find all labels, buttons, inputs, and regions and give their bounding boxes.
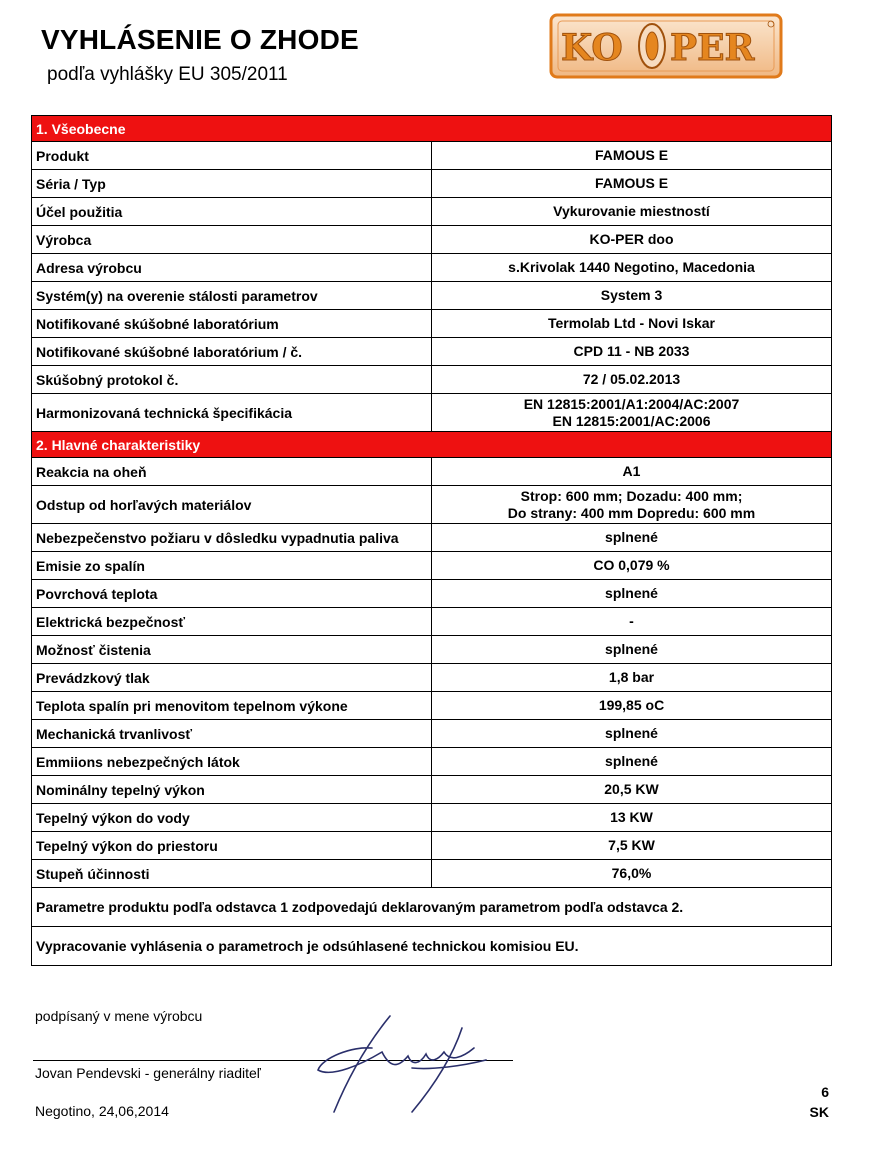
table-row: [32, 366, 832, 394]
row-value: [432, 664, 832, 692]
row-value-line: FAMOUS E: [594, 175, 669, 191]
row-value-line: Strop: 600 mm; Dozadu: 400 mm;: [520, 487, 743, 504]
svg-text:KO: KO: [561, 27, 623, 69]
table-row: [32, 170, 832, 198]
row-value: [432, 860, 832, 888]
table-row: [32, 142, 832, 170]
row-label: Tepelný výkon do vody: [32, 804, 432, 832]
section-header: [32, 116, 832, 142]
row-value: [432, 524, 832, 552]
table-row: [32, 338, 832, 366]
row-value: [432, 608, 832, 636]
row-value: [432, 254, 832, 282]
declaration-table: [31, 115, 832, 966]
row-label: Nebezpečenstvo požiaru v dôsledku vypadnutia paliva: [32, 524, 432, 552]
row-label: Mechanická trvanlivosť: [32, 720, 432, 748]
table-row: [32, 394, 832, 432]
row-value-line: splnené: [605, 585, 658, 601]
table-row: [32, 608, 832, 636]
row-value-line: splnené: [605, 641, 658, 657]
section-header: [32, 432, 832, 458]
row-value: [432, 580, 832, 608]
row-value-line: System 3: [600, 287, 663, 303]
row-value: [432, 692, 832, 720]
row-value-line: 199,85 oC: [598, 697, 665, 713]
handwritten-signature: [312, 1008, 492, 1120]
row-value: [432, 748, 832, 776]
row-value-line: EN 12815:2001/A1:2004/AC:2007: [523, 395, 740, 412]
row-label: Účel použitia: [32, 198, 432, 226]
signed-on-behalf-label: podpísaný v mene výrobcu: [35, 1008, 203, 1024]
table-row: [32, 720, 832, 748]
row-label: Harmonizovaná technická špecifikácia: [32, 394, 432, 432]
row-value-line: 13 KW: [610, 809, 653, 825]
table-row: [32, 860, 832, 888]
table-row: [32, 254, 832, 282]
row-label: Výrobca: [32, 226, 432, 254]
row-value-line: A1: [622, 463, 641, 479]
row-label: Teplota spalín pri menovitom tepelnom výkone: [32, 692, 432, 720]
row-value: [432, 366, 832, 394]
row-label: Notifikované skúšobné laboratórium / č.: [32, 338, 432, 366]
row-label: Reakcia na oheň: [32, 458, 432, 486]
row-label: Adresa výrobcu: [32, 254, 432, 282]
table-row: [32, 692, 832, 720]
row-value: [432, 142, 832, 170]
table-row: [32, 636, 832, 664]
row-value-line: 72 / 05.02.2013: [582, 371, 681, 387]
row-value-line: 7,5 KW: [608, 837, 655, 853]
row-value: [432, 776, 832, 804]
row-value: [432, 486, 832, 524]
row-label: Notifikované skúšobné laboratórium: [32, 310, 432, 338]
row-value-line: CPD 11 - NB 2033: [573, 343, 690, 359]
table-row: [32, 748, 832, 776]
document-title: VYHLÁSENIE O ZHODE: [41, 24, 359, 55]
table-row: [32, 832, 832, 860]
row-value: [432, 198, 832, 226]
statement-row: [32, 888, 832, 927]
section-heading: 2. Hlavné charakteristiky: [32, 432, 832, 458]
row-value-line: -: [629, 613, 634, 629]
row-label: Odstup od horľavých materiálov: [32, 486, 432, 524]
row-value-line: 1,8 bar: [608, 669, 655, 685]
table-row: [32, 804, 832, 832]
row-value: [432, 338, 832, 366]
row-value: [432, 832, 832, 860]
table-row: [32, 226, 832, 254]
row-value-line: Do strany: 400 mm Dopredu: 600 mm: [507, 504, 756, 521]
row-label: Emmiions nebezpečných látok: [32, 748, 432, 776]
row-label: Tepelný výkon do priestoru: [32, 832, 432, 860]
row-label: Systém(y) na overenie stálosti parametrov: [32, 282, 432, 310]
row-label: Nominálny tepelný výkon: [32, 776, 432, 804]
table-row: [32, 282, 832, 310]
row-label: Skúšobný protokol č.: [32, 366, 432, 394]
row-value: [432, 226, 832, 254]
page-number: 6: [821, 1084, 829, 1100]
table-row: [32, 664, 832, 692]
row-value-line: Vykurovanie miestností: [553, 203, 710, 219]
document-subtitle: podľa vyhlášky EU 305/2011: [47, 64, 288, 85]
row-value: [432, 170, 832, 198]
signatory-name: Jovan Pendevski - generálny riaditeľ: [35, 1065, 261, 1081]
row-value-line: Termolab Ltd - Novi Iskar: [548, 315, 715, 331]
row-value: [432, 394, 832, 432]
table-row: [32, 776, 832, 804]
table-row: [32, 580, 832, 608]
row-label: Emisie zo spalín: [32, 552, 432, 580]
row-value: [432, 804, 832, 832]
row-label: Povrchová teplota: [32, 580, 432, 608]
row-value-line: EN 12815:2001/AC:2006: [552, 412, 711, 429]
svg-text:PER: PER: [670, 27, 755, 69]
place-and-date: Negotino, 24,06,2014: [35, 1103, 169, 1119]
row-label: Prevádzkový tlak: [32, 664, 432, 692]
table-row: [32, 458, 832, 486]
row-value-line: 76,0%: [611, 865, 652, 881]
row-value: [432, 636, 832, 664]
table-row: [32, 198, 832, 226]
table-row: [32, 310, 832, 338]
row-value-line: KO-PER doo: [589, 231, 674, 247]
statement-text: Parametre produktu podľa odstavca 1 zodpovedajú deklarovaným parametrom podľa odstavca 2.: [32, 888, 832, 927]
row-value: [432, 310, 832, 338]
row-label: Stupeň účinnosti: [32, 860, 432, 888]
row-value: [432, 458, 832, 486]
row-value-line: splnené: [605, 725, 658, 741]
statement-text: Vypracovanie vyhlásenia o parametroch je odsúhlasené technickou komisiou EU.: [32, 927, 832, 966]
row-value-line: splnené: [605, 529, 658, 545]
row-value: [432, 720, 832, 748]
row-value-line: s.Krivolak 1440 Negotino, Macedonia: [508, 259, 755, 275]
row-label: Možnosť čistenia: [32, 636, 432, 664]
koper-logo: [549, 13, 785, 79]
table-row: [32, 486, 832, 524]
row-label: Séria / Typ: [32, 170, 432, 198]
row-value-line: 20,5 KW: [604, 781, 659, 797]
row-value: [432, 552, 832, 580]
row-value: [432, 282, 832, 310]
row-value-line: splnené: [605, 753, 658, 769]
row-label: Elektrická bezpečnosť: [32, 608, 432, 636]
row-value-line: CO 0,079 %: [593, 557, 670, 573]
table-row: [32, 552, 832, 580]
row-label: Produkt: [32, 142, 432, 170]
table-row: [32, 524, 832, 552]
statement-row: [32, 927, 832, 966]
row-value-line: FAMOUS E: [594, 147, 669, 163]
section-heading: 1. Všeobecne: [32, 116, 832, 142]
language-code: SK: [809, 1104, 829, 1120]
